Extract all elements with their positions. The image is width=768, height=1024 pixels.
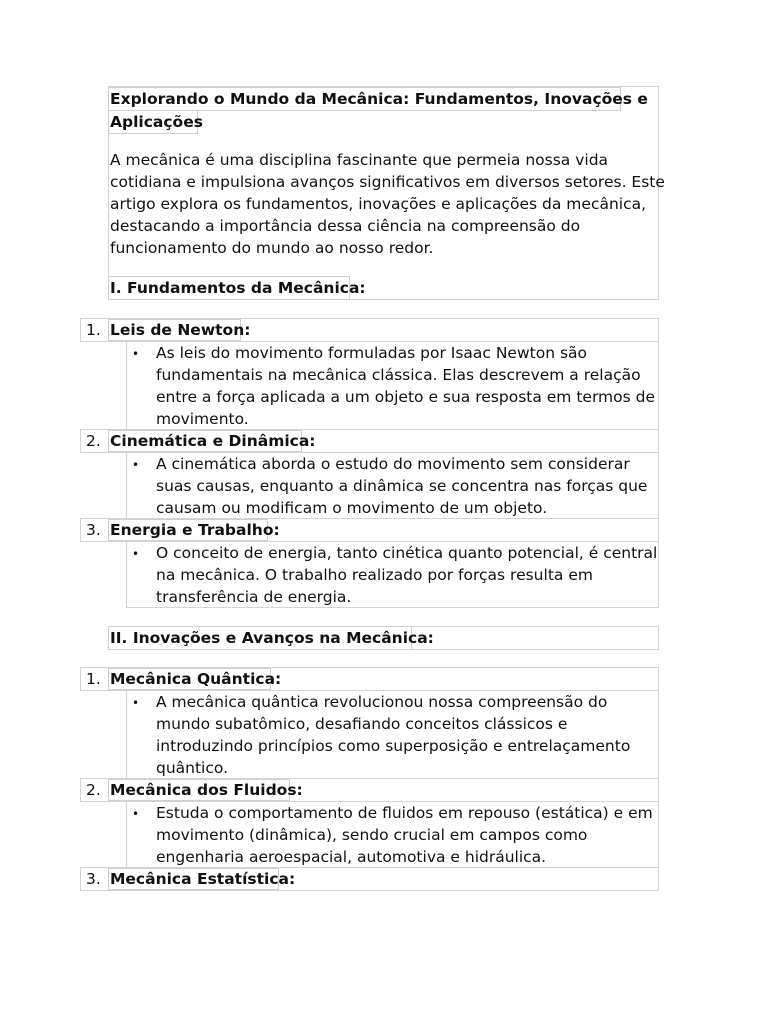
list-item-title: Cinemática e Dinâmica: <box>110 432 316 450</box>
bullet-marker: • <box>132 347 140 361</box>
bullet-marker: • <box>132 696 140 710</box>
section2-heading: II. Inovações e Avanços na Mecânica: <box>110 629 434 647</box>
list-item-title: Leis de Newton: <box>110 321 251 339</box>
list-number: 3. <box>86 870 101 888</box>
list-number: 1. <box>86 321 101 339</box>
list-number: 2. <box>86 781 101 799</box>
bullet-line: A cinemática aborda o estudo do movimento sem considerar <box>156 455 630 473</box>
bullet-line: quântico. <box>156 759 229 777</box>
bullet-line: entre a força aplicada a um objeto e sua resposta em termos de <box>156 388 656 406</box>
intro-line: artigo explora os fundamentos, inovações e aplicações da mecânica, <box>110 195 647 213</box>
bullet-marker: • <box>132 807 140 821</box>
document-title-line2: Aplicações <box>110 113 203 131</box>
bullet-line: A mecânica quântica revolucionou nossa compreensão do <box>156 693 608 711</box>
list-number: 1. <box>86 670 101 688</box>
list-number: 2. <box>86 432 101 450</box>
bullet-line: fundamentais na mecânica clássica. Elas descrevem a relação <box>156 366 641 384</box>
bullet-marker: • <box>132 547 140 561</box>
list-item-title: Mecânica dos Fluidos: <box>110 781 303 799</box>
list-item-title: Mecânica Quântica: <box>110 670 282 688</box>
intro-line: destacando a importância dessa ciência na compreensão do <box>110 217 581 235</box>
bullet-line: Estuda o comportamento de fluidos em repouso (estática) e em <box>156 804 653 822</box>
bullet-line: mundo subatômico, desafiando conceitos clássicos e <box>156 715 568 733</box>
list-item-title: Mecânica Estatística: <box>110 870 296 888</box>
bullet-line: na mecânica. O trabalho realizado por forças resulta em <box>156 566 593 584</box>
bullet-line: introduzindo princípios como superposição e entrelaçamento <box>156 737 631 755</box>
bullet-line: suas causas, enquanto a dinâmica se concentra nas forças que <box>156 477 648 495</box>
list-number: 3. <box>86 521 101 539</box>
document-title-line1: Explorando o Mundo da Mecânica: Fundamentos, Inovações e <box>110 90 648 108</box>
section1-heading: I. Fundamentos da Mecânica: <box>110 279 366 297</box>
bullet-line: movimento. <box>156 410 249 428</box>
bullet-line: engenharia aeroespacial, automotiva e hidráulica. <box>156 848 547 866</box>
intro-line: A mecânica é uma disciplina fascinante que permeia nossa vida <box>110 151 609 169</box>
bullet-line: causam ou modificam o movimento de um objeto. <box>156 499 548 517</box>
intro-line: cotidiana e impulsiona avanços significativos em diversos setores. Este <box>110 173 665 191</box>
bullet-line: movimento (dinâmica), sendo crucial em campos como <box>156 826 588 844</box>
intro-line: funcionamento do mundo ao nosso redor. <box>110 239 434 257</box>
bullet-line: O conceito de energia, tanto cinética quanto potencial, é central <box>156 544 658 562</box>
list-item-title: Energia e Trabalho: <box>110 521 280 539</box>
bullet-marker: • <box>132 458 140 472</box>
bullet-line: transferência de energia. <box>156 588 352 606</box>
bullet-line: As leis do movimento formuladas por Isaac Newton são <box>156 344 588 362</box>
